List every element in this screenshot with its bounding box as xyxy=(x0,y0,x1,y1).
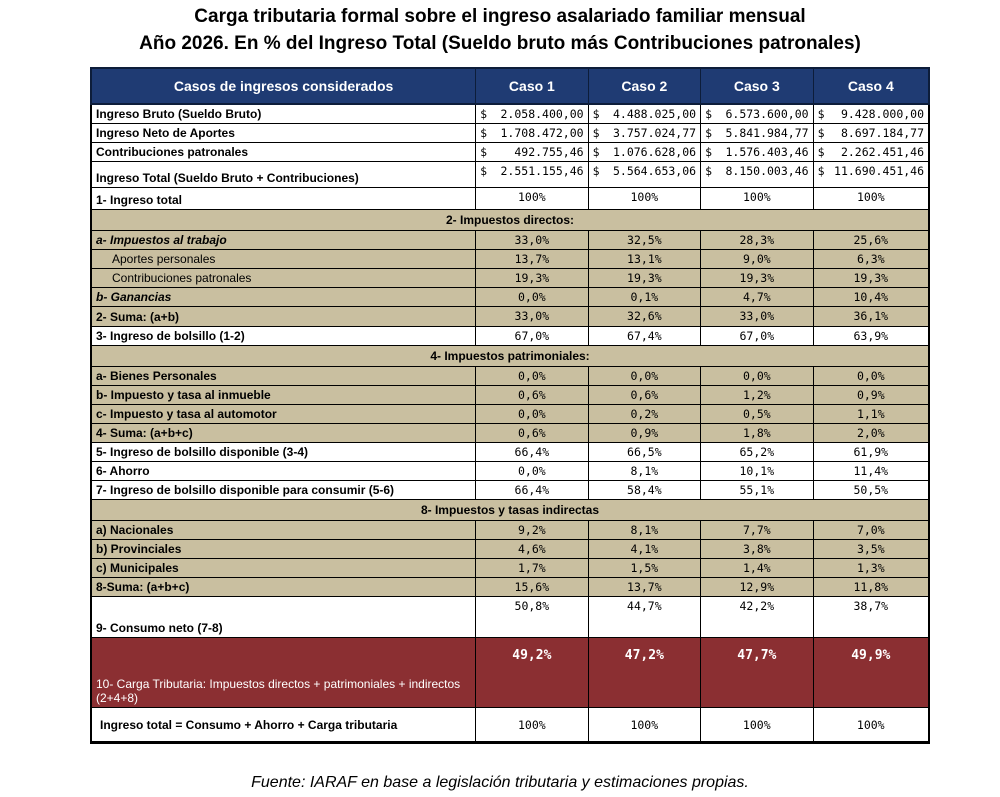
value-cell: 32,6% xyxy=(589,307,701,326)
table-row xyxy=(92,124,928,143)
table-header xyxy=(90,67,930,105)
value-cell: 0,0% xyxy=(856,369,885,383)
section-impuestos-patrimoniales: 4- Impuestos patrimoniales: xyxy=(92,346,928,367)
row-label: b) Provinciales xyxy=(92,540,476,558)
value-cell: 9,0% xyxy=(701,250,813,268)
money-cell xyxy=(476,143,588,161)
value-cell: 13,7% xyxy=(589,578,701,596)
money-value: 2.262.451,46 xyxy=(840,145,925,159)
table-row xyxy=(92,443,928,462)
value-cell: 0,9% xyxy=(589,424,701,442)
money-value: 4.488.025,00 xyxy=(612,107,697,121)
currency-sign: $ xyxy=(480,145,488,159)
row-label: Ingreso Total (Sueldo Bruto + Contribuciones) xyxy=(92,162,476,187)
value-cell: 0,5% xyxy=(701,405,813,423)
money-cell xyxy=(814,124,928,142)
value-cell: 50,5% xyxy=(853,483,889,497)
money-cell xyxy=(476,162,588,187)
value-cell: 0,0% xyxy=(476,462,588,480)
value-cell: 25,6% xyxy=(853,233,889,247)
value-cell: 4,1% xyxy=(589,540,701,558)
row-label: Aportes personales xyxy=(92,250,476,268)
money-value: 3.757.024,77 xyxy=(612,126,697,140)
table-row xyxy=(92,269,928,288)
currency-sign: $ xyxy=(480,107,488,121)
value-cell: 100% xyxy=(476,708,588,741)
money-value: 1.076.628,06 xyxy=(612,145,697,159)
currency-sign: $ xyxy=(480,164,488,178)
row-label: 7- Ingreso de bolsillo disponible para consumir (5-6) xyxy=(92,481,476,499)
money-value: 2.058.400,00 xyxy=(500,107,584,121)
value-cell: 47,7% xyxy=(701,638,813,707)
value-cell: 100% xyxy=(856,190,885,204)
currency-sign: $ xyxy=(592,107,600,121)
value-cell: 7,7% xyxy=(701,521,813,539)
tax-burden-table xyxy=(90,67,930,744)
value-cell: 61,9% xyxy=(853,445,889,459)
row-label: 3- Ingreso de bolsillo (1-2) xyxy=(92,327,476,345)
table-row xyxy=(92,424,928,443)
table-row xyxy=(92,188,928,210)
value-cell: 100% xyxy=(476,188,588,209)
value-cell: 19,3% xyxy=(853,271,889,285)
currency-sign: $ xyxy=(480,126,488,140)
row-label: Contribuciones patronales xyxy=(92,143,476,161)
row-label: a- Bienes Personales xyxy=(92,367,476,385)
value-cell: 33,0% xyxy=(701,307,813,326)
currency-sign: $ xyxy=(592,164,600,178)
row-label: c) Municipales xyxy=(92,559,476,577)
source-note: Fuente: IARAF en base a legislación tributaria y estimaciones propias. xyxy=(251,774,749,791)
value-cell: 0,2% xyxy=(589,405,701,423)
table-row xyxy=(92,597,928,638)
money-value: 11.690.451,46 xyxy=(834,164,925,178)
money-cell xyxy=(701,143,813,161)
value-cell: 13,7% xyxy=(476,250,588,268)
money-value: 1.576.403,46 xyxy=(725,145,809,159)
value-cell: 11,8% xyxy=(853,580,889,594)
currency-sign: $ xyxy=(705,107,713,121)
value-cell: 0,6% xyxy=(589,386,701,404)
row-label: b- Impuesto y tasa al inmueble xyxy=(92,386,476,404)
row-label: Contribuciones patronales xyxy=(92,269,476,287)
title-line-1: Carga tributaria formal sobre el ingreso asalariado familiar mensual xyxy=(194,6,806,27)
money-cell xyxy=(589,143,701,161)
value-cell: 42,2% xyxy=(701,597,813,637)
value-cell: 33,0% xyxy=(476,307,588,326)
table-row xyxy=(92,521,928,540)
value-cell: 0,0% xyxy=(476,288,588,306)
row-label: Ingreso Bruto (Sueldo Bruto) xyxy=(92,105,476,123)
value-cell: 0,9% xyxy=(856,388,885,402)
money-cell xyxy=(701,162,813,187)
value-cell: 67,0% xyxy=(701,327,813,345)
table-row xyxy=(92,708,928,742)
value-cell: 11,4% xyxy=(853,464,889,478)
row-label: 6- Ahorro xyxy=(92,462,476,480)
money-cell xyxy=(476,105,588,123)
value-cell: 65,2% xyxy=(701,443,813,461)
money-value: 2.551.155,46 xyxy=(500,164,584,178)
table-row xyxy=(92,143,928,162)
money-value: 492.755,46 xyxy=(514,145,584,159)
money-value: 5.564.653,06 xyxy=(612,164,697,178)
value-cell: 1,4% xyxy=(701,559,813,577)
value-cell: 63,9% xyxy=(853,329,889,343)
currency-sign: $ xyxy=(705,126,713,140)
table-row xyxy=(92,327,928,346)
money-value: 6.573.600,00 xyxy=(725,107,809,121)
value-cell: 6,3% xyxy=(856,252,885,266)
value-cell: 1,2% xyxy=(701,386,813,404)
value-cell: 7,0% xyxy=(856,523,885,537)
money-value: 8.697.184,77 xyxy=(840,126,925,140)
value-cell: 100% xyxy=(589,708,701,741)
table-row xyxy=(92,307,928,327)
value-cell: 0,6% xyxy=(476,424,588,442)
table-row xyxy=(92,288,928,307)
value-cell: 0,0% xyxy=(589,367,701,385)
value-cell: 1,7% xyxy=(476,559,588,577)
value-cell: 3,8% xyxy=(701,540,813,558)
money-cell xyxy=(589,105,701,123)
row-label: 2- Suma: (a+b) xyxy=(92,307,476,326)
money-cell xyxy=(814,162,928,187)
value-cell: 67,4% xyxy=(589,327,701,345)
header-case-3: Caso 3 xyxy=(701,69,813,103)
table-row xyxy=(92,250,928,269)
currency-sign: $ xyxy=(817,145,825,159)
currency-sign: $ xyxy=(592,126,600,140)
value-cell: 66,4% xyxy=(476,481,588,499)
section-impuestos-directos: 2- Impuestos directos: xyxy=(92,210,928,231)
table-row xyxy=(92,105,928,124)
value-cell: 19,3% xyxy=(589,269,701,287)
value-cell: 12,9% xyxy=(701,578,813,596)
value-cell: 3,5% xyxy=(856,542,885,556)
money-cell xyxy=(701,124,813,142)
value-cell: 13,1% xyxy=(589,250,701,268)
row-label: c- Impuesto y tasa al automotor xyxy=(92,405,476,423)
value-cell: 50,8% xyxy=(476,597,588,637)
row-label: b- Ganancias xyxy=(92,288,476,306)
value-cell: 44,7% xyxy=(589,597,701,637)
value-cell: 49,2% xyxy=(476,638,588,707)
row-label: 5- Ingreso de bolsillo disponible (3-4) xyxy=(92,443,476,461)
value-cell: 0,6% xyxy=(476,386,588,404)
value-cell: 4,6% xyxy=(476,540,588,558)
currency-sign: $ xyxy=(705,145,713,159)
value-cell: 9,2% xyxy=(476,521,588,539)
value-cell: 10,1% xyxy=(701,462,813,480)
money-cell xyxy=(814,105,928,123)
value-cell: 66,4% xyxy=(476,443,588,461)
value-cell: 0,1% xyxy=(589,288,701,306)
row-label: 9- Consumo neto (7-8) xyxy=(92,597,476,637)
value-cell: 0,0% xyxy=(476,405,588,423)
money-cell xyxy=(589,162,701,187)
value-cell: 0,0% xyxy=(701,367,813,385)
value-cell: 100% xyxy=(701,188,813,209)
value-cell: 49,9% xyxy=(851,648,891,663)
table-row xyxy=(92,481,928,500)
value-cell: 100% xyxy=(589,188,701,209)
title-line-2: Año 2026. En % del Ingreso Total (Sueldo bruto más Contribuciones patronales) xyxy=(139,33,861,54)
money-cell xyxy=(814,143,928,161)
table-row xyxy=(92,462,928,481)
value-cell: 36,1% xyxy=(853,309,889,323)
value-cell: 19,3% xyxy=(476,269,588,287)
table-row xyxy=(92,540,928,559)
table-row xyxy=(92,405,928,424)
header-case-1: Caso 1 xyxy=(476,69,588,103)
row-label: Ingreso total = Consumo + Ahorro + Carga tributaria xyxy=(92,708,476,741)
currency-sign: $ xyxy=(705,164,713,178)
currency-sign: $ xyxy=(817,107,825,121)
row-label: 10- Carga Tributaria: Impuestos directos + patrimoniales + indirectos (2+4+8) xyxy=(92,638,476,707)
value-cell: 38,7% xyxy=(853,599,889,613)
table-row xyxy=(92,638,928,708)
value-cell: 55,1% xyxy=(701,481,813,499)
value-cell: 4,7% xyxy=(701,288,813,306)
value-cell: 1,3% xyxy=(856,561,885,575)
table-row xyxy=(92,367,928,386)
value-cell: 66,5% xyxy=(589,443,701,461)
value-cell: 1,5% xyxy=(589,559,701,577)
table-row xyxy=(92,231,928,250)
row-label: 4- Suma: (a+b+c) xyxy=(92,424,476,442)
money-cell xyxy=(701,105,813,123)
currency-sign: $ xyxy=(592,145,600,159)
value-cell: 47,2% xyxy=(589,638,701,707)
value-cell: 33,0% xyxy=(476,231,588,249)
table-row xyxy=(92,386,928,405)
table-row xyxy=(92,578,928,597)
value-cell: 0,0% xyxy=(476,367,588,385)
row-label: Ingreso Neto de Aportes xyxy=(92,124,476,142)
value-cell: 10,4% xyxy=(853,290,889,304)
value-cell: 32,5% xyxy=(589,231,701,249)
header-case-2: Caso 2 xyxy=(589,69,701,103)
table-row xyxy=(92,559,928,578)
row-label: 8-Suma: (a+b+c) xyxy=(92,578,476,596)
value-cell: 2,0% xyxy=(856,426,885,440)
value-cell: 8,1% xyxy=(589,521,701,539)
row-label: a) Nacionales xyxy=(92,521,476,539)
money-value: 8.150.003,46 xyxy=(725,164,809,178)
value-cell: 1,1% xyxy=(856,407,885,421)
value-cell: 15,6% xyxy=(476,578,588,596)
money-cell xyxy=(476,124,588,142)
value-cell: 8,1% xyxy=(589,462,701,480)
value-cell: 100% xyxy=(856,717,885,732)
value-cell: 19,3% xyxy=(701,269,813,287)
table-body xyxy=(90,105,930,744)
header-cases: Casos de ingresos considerados xyxy=(92,69,476,103)
money-value: 9.428.000,00 xyxy=(840,107,925,121)
value-cell: 1,8% xyxy=(701,424,813,442)
header-case-4: Caso 4 xyxy=(847,78,894,94)
currency-sign: $ xyxy=(817,164,825,178)
value-cell: 28,3% xyxy=(701,231,813,249)
currency-sign: $ xyxy=(817,126,825,140)
money-value: 5.841.984,77 xyxy=(725,126,809,140)
section-impuestos-indirectos: 8- Impuestos y tasas indirectas xyxy=(92,500,928,521)
value-cell: 58,4% xyxy=(589,481,701,499)
money-cell xyxy=(589,124,701,142)
value-cell: 67,0% xyxy=(476,327,588,345)
table-row xyxy=(92,162,928,188)
money-value: 1.708.472,00 xyxy=(500,126,584,140)
value-cell: 100% xyxy=(701,708,813,741)
row-label: 1- Ingreso total xyxy=(92,188,476,209)
row-label: a- Impuestos al trabajo xyxy=(92,231,476,249)
